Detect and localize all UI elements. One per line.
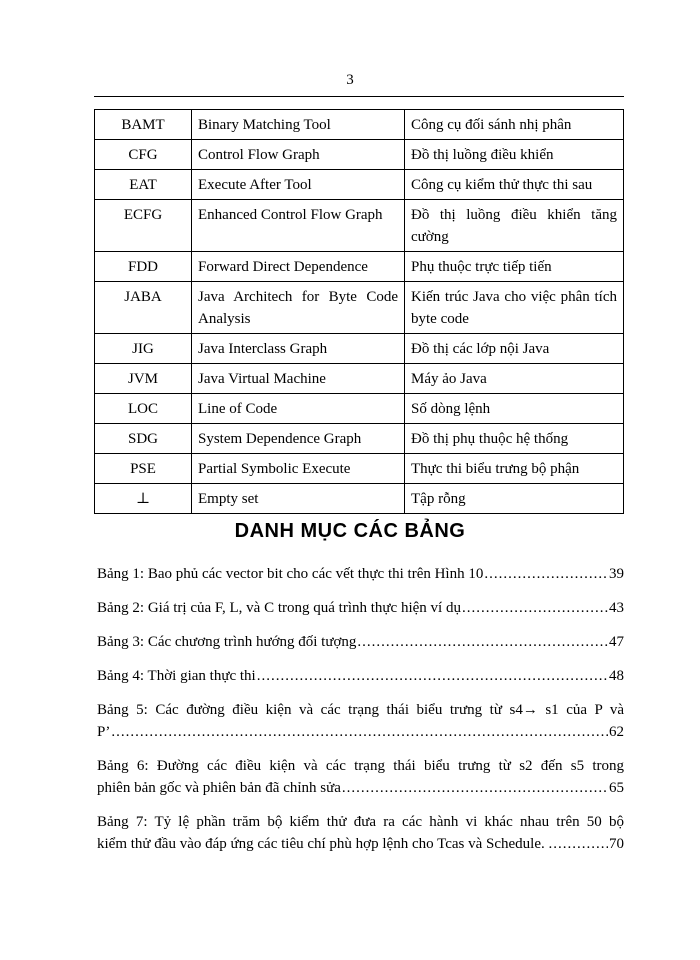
table-row — [95, 454, 624, 484]
abbr-cell: CFG — [95, 140, 192, 170]
english-term-cell: Partial Symbolic Execute — [192, 454, 405, 484]
english-term-cell: Execute After Tool — [192, 170, 405, 200]
toc-entry[interactable] — [97, 597, 624, 619]
abbr-cell: EAT — [95, 170, 192, 200]
header-rule — [94, 96, 624, 97]
toc-entry[interactable] — [97, 699, 624, 743]
vietnamese-term-cell: Máy ảo Java — [405, 364, 624, 394]
abbreviation-table — [94, 109, 624, 514]
toc-entry-title: P’ — [97, 724, 111, 740]
vietnamese-term-cell: Đồ thị luồng điều khiển — [405, 140, 624, 170]
vietnamese-term-cell: Thực thi biểu trưng bộ phận — [405, 454, 624, 484]
toc-entry[interactable] — [97, 811, 624, 855]
toc-entry-title: Bảng 3: Các chương trình hướng đối tượng — [97, 634, 357, 650]
toc-entry[interactable] — [97, 563, 624, 585]
toc-entry-first-line: Bảng 5: Các đường điều kiện và các trạng thái biểu trưng từ s4→ s1 của P và — [97, 702, 624, 718]
english-term-cell: Forward Direct Dependence — [192, 252, 405, 282]
toc-entry-page: 47 — [609, 634, 624, 650]
abbr-cell: ⊥ — [95, 484, 192, 514]
dot-leader — [462, 597, 608, 619]
toc-entry-title: Bảng 4: Thời gian thực thi — [97, 668, 256, 684]
vietnamese-term-cell: Công cụ kiểm thử thực thi sau — [405, 170, 624, 200]
toc-entry-page: 39 — [609, 566, 624, 582]
table-row — [95, 170, 624, 200]
table-row — [95, 200, 624, 252]
english-term-cell: Java Architech for Byte Code Analysis — [192, 282, 405, 334]
abbr-cell: ECFG — [95, 200, 192, 252]
table-of-tables — [97, 563, 624, 867]
toc-entry-page: 43 — [609, 600, 624, 616]
dot-leader — [111, 721, 608, 743]
abbr-cell: JIG — [95, 334, 192, 364]
toc-entry-first-line: Bảng 6: Đường các điều kiện và các trạng thái biểu trưng từ s2 đến s5 trong — [97, 758, 624, 774]
toc-entry-page: 48 — [609, 668, 624, 684]
english-term-cell: Java Virtual Machine — [192, 364, 405, 394]
english-term-cell: Java Interclass Graph — [192, 334, 405, 364]
english-term-cell: Control Flow Graph — [192, 140, 405, 170]
vietnamese-term-cell: Công cụ đối sánh nhị phân — [405, 110, 624, 140]
toc-entry[interactable] — [97, 755, 624, 799]
vietnamese-term-cell: Đồ thị luồng điều khiển tăng cường — [405, 200, 624, 252]
vietnamese-term-cell: Số dòng lệnh — [405, 394, 624, 424]
abbr-cell: BAMT — [95, 110, 192, 140]
table-row — [95, 252, 624, 282]
table-row — [95, 364, 624, 394]
abbr-cell: JABA — [95, 282, 192, 334]
table-row — [95, 282, 624, 334]
toc-entry-first-line: Bảng 7: Tỷ lệ phần trăm bộ kiểm thử đưa ra các hành vi khác nhau trên 50 bộ — [97, 814, 624, 830]
vietnamese-term-cell: Phụ thuộc trực tiếp tiến — [405, 252, 624, 282]
abbr-cell: PSE — [95, 454, 192, 484]
abbr-cell: FDD — [95, 252, 192, 282]
vietnamese-term-cell: Đồ thị phụ thuộc hệ thống — [405, 424, 624, 454]
toc-entry[interactable] — [97, 631, 624, 653]
toc-entry-title: Bảng 2: Giá trị của F, L, và C trong quá trình thực hiện ví dụ — [97, 600, 461, 616]
abbr-cell: JVM — [95, 364, 192, 394]
dot-leader — [357, 631, 608, 653]
toc-entry-page: 62 — [609, 724, 624, 740]
english-term-cell: System Dependence Graph — [192, 424, 405, 454]
toc-entry-title: Bảng 1: Bao phủ các vector bit cho các vết thực thi trên Hình 10 — [97, 566, 484, 582]
abbr-cell: SDG — [95, 424, 192, 454]
abbr-cell: LOC — [95, 394, 192, 424]
dot-leader — [484, 563, 608, 585]
english-term-cell: Enhanced Control Flow Graph — [192, 200, 405, 252]
section-title: DANH MỤC CÁC BẢNG — [234, 520, 466, 542]
table-row — [95, 334, 624, 364]
dot-leader — [553, 833, 608, 855]
english-term-cell: Line of Code — [192, 394, 405, 424]
english-term-cell: Empty set — [192, 484, 405, 514]
table-row — [95, 110, 624, 140]
page-number: 3 — [346, 72, 354, 88]
vietnamese-term-cell: Đồ thị các lớp nội Java — [405, 334, 624, 364]
toc-entry-title: phiên bản gốc và phiên bản đã chỉnh sửa — [97, 780, 341, 796]
toc-entry-page: 65 — [609, 780, 624, 796]
toc-entry-page: 70 — [609, 836, 624, 852]
toc-entry[interactable] — [97, 665, 624, 687]
table-row — [95, 394, 624, 424]
dot-leader — [257, 665, 608, 687]
table-row — [95, 424, 624, 454]
vietnamese-term-cell: Tập rỗng — [405, 484, 624, 514]
table-row — [95, 484, 624, 514]
english-term-cell: Binary Matching Tool — [192, 110, 405, 140]
dot-leader — [342, 777, 608, 799]
table-row — [95, 140, 624, 170]
toc-entry-title: kiểm thử đầu vào đáp ứng các tiêu chí phù hợp lệnh cho Tcas và Schedule. . — [97, 836, 553, 852]
vietnamese-term-cell: Kiến trúc Java cho việc phân tích byte code — [405, 282, 624, 334]
